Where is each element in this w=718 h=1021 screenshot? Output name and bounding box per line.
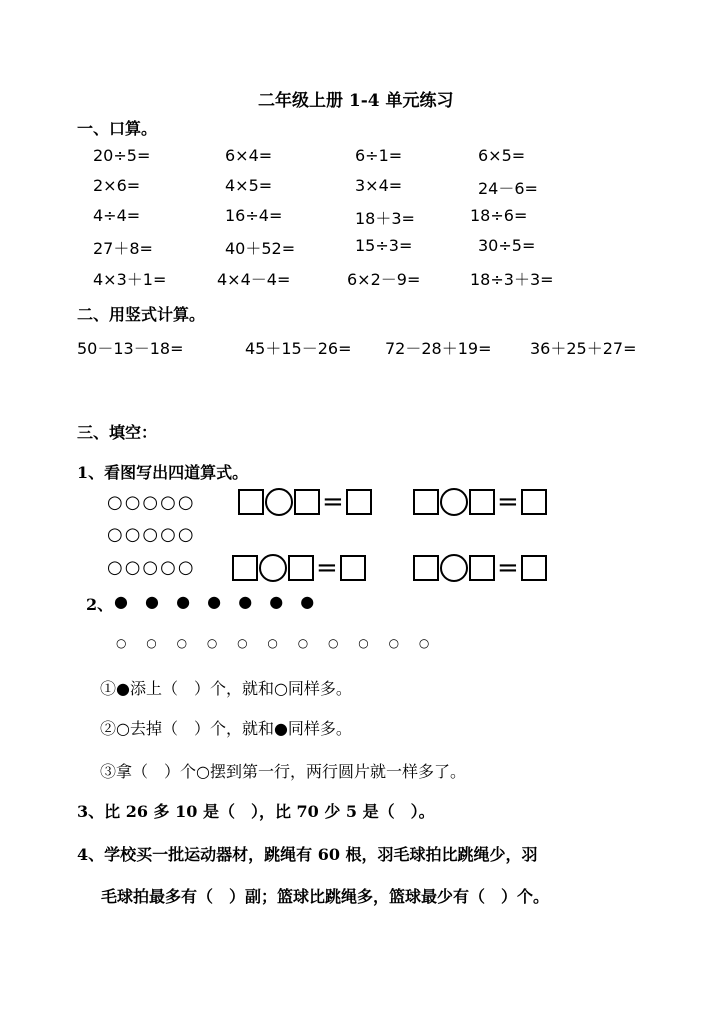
equation-template xyxy=(238,488,372,516)
equals-sign: = xyxy=(322,487,344,517)
question-2-sub-3: ③拿（ ）个○摆到第一行，两行圆片就一样多了。 xyxy=(100,762,466,781)
vertical-calc-item: 36＋25＋27= xyxy=(530,339,637,358)
question-4-line-2: 毛球拍最多有（ ）副；篮球比跳绳多，篮球最少有（ ）个。 xyxy=(101,887,550,906)
question-2-sub-2: ②○去掉（ ）个，就和●同样多。 xyxy=(100,719,352,738)
circle-row: ○○○○○ xyxy=(107,524,196,545)
mental-math-item: 4×3＋1= xyxy=(93,270,167,289)
blank-box[interactable] xyxy=(469,555,495,581)
equation-template xyxy=(232,554,366,582)
section-heading-fill-blank: 三、填空： xyxy=(77,423,158,442)
equation-template xyxy=(413,554,547,582)
blank-box[interactable] xyxy=(413,555,439,581)
operator-circle[interactable] xyxy=(265,488,293,516)
operator-circle[interactable] xyxy=(440,488,468,516)
blank-box[interactable] xyxy=(340,555,366,581)
equals-sign: = xyxy=(316,553,338,583)
section-heading-vertical-calc: 二、用竖式计算。 xyxy=(77,305,206,324)
question-2-sub-1: ①●添上（ ）个，就和○同样多。 xyxy=(100,679,352,698)
mental-math-item: 6×5= xyxy=(478,146,526,165)
mental-math-item: 6÷1= xyxy=(355,146,403,165)
operator-circle[interactable] xyxy=(259,554,287,582)
blank-box[interactable] xyxy=(294,489,320,515)
mental-math-item: 15÷3= xyxy=(355,236,413,255)
equals-sign: = xyxy=(497,553,519,583)
black-dots-row: ● ● ● ● ● ● ● xyxy=(114,592,321,611)
blank-box[interactable] xyxy=(413,489,439,515)
equation-template xyxy=(413,488,547,516)
mental-math-item: 30÷5= xyxy=(478,236,536,255)
blank-box[interactable] xyxy=(238,489,264,515)
mental-math-item: 18÷6= xyxy=(470,206,528,225)
mental-math-item: 18÷3＋3= xyxy=(470,270,554,289)
mental-math-item: 24－6= xyxy=(478,179,538,198)
blank-box[interactable] xyxy=(521,555,547,581)
vertical-calc-item: 72－28＋19= xyxy=(385,339,492,358)
page-title: 二年级上册 1-4 单元练习 xyxy=(258,91,454,111)
question-3: 3、比 26 多 10 是（ ），比 70 少 5 是（ ）。 xyxy=(77,802,435,821)
operator-circle[interactable] xyxy=(440,554,468,582)
blank-box[interactable] xyxy=(288,555,314,581)
question-2-label: 2、 xyxy=(86,595,114,614)
blank-box[interactable] xyxy=(232,555,258,581)
circle-row: ○○○○○ xyxy=(107,557,196,578)
question-1-label: 1、看图写出四道算式。 xyxy=(77,463,249,482)
blank-box[interactable] xyxy=(469,489,495,515)
vertical-calc-item: 45＋15－26= xyxy=(245,339,352,358)
section-heading-mental-math: 一、口算。 xyxy=(77,119,158,138)
vertical-calc-item: 50－13－18= xyxy=(77,339,184,358)
mental-math-item: 2×6= xyxy=(93,176,141,195)
mental-math-item: 4×5= xyxy=(225,176,273,195)
mental-math-item: 3×4= xyxy=(355,176,403,195)
mental-math-item: 16÷4= xyxy=(225,206,283,225)
mental-math-item: 6×2－9= xyxy=(347,270,421,289)
blank-box[interactable] xyxy=(521,489,547,515)
question-4-line-1: 4、学校买一批运动器材，跳绳有 60 根，羽毛球拍比跳绳少，羽 xyxy=(77,845,538,864)
mental-math-item: 40＋52= xyxy=(225,239,296,258)
circle-row: ○○○○○ xyxy=(107,492,196,513)
mental-math-item: 4÷4= xyxy=(93,206,141,225)
white-dots-row: ○ ○ ○ ○ ○ ○ ○ ○ ○ ○ ○ xyxy=(116,636,438,650)
mental-math-item: 6×4= xyxy=(225,146,273,165)
equals-sign: = xyxy=(497,487,519,517)
mental-math-item: 4×4－4= xyxy=(217,270,291,289)
mental-math-item: 18＋3= xyxy=(355,209,415,228)
mental-math-item: 20÷5= xyxy=(93,146,151,165)
blank-box[interactable] xyxy=(346,489,372,515)
mental-math-item: 27＋8= xyxy=(93,239,153,258)
